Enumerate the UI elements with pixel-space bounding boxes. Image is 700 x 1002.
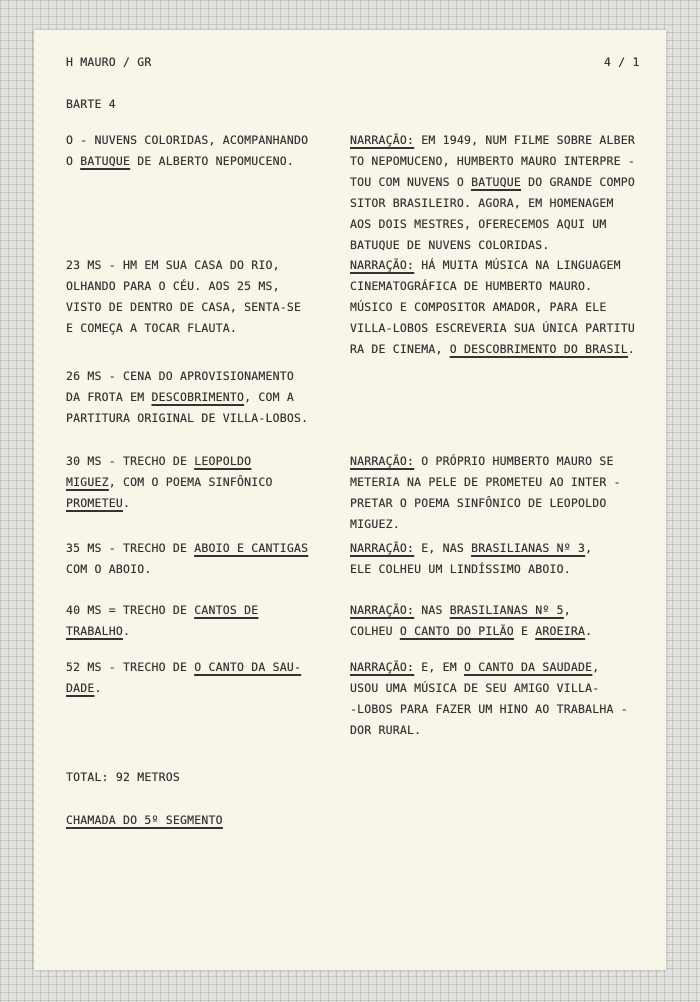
text-segment: PRETAR O POEMA SINFÔNICO DE LEOPOLDO xyxy=(350,496,607,510)
entry-4-right-line xyxy=(350,472,621,493)
text-segment: , xyxy=(592,660,600,674)
text-segment: BATUQUE DE NUVENS COLORIDAS. xyxy=(350,238,550,252)
entry-7-left-line xyxy=(66,657,301,678)
text-segment: , COM O POEMA SINFÔNICO xyxy=(108,475,273,489)
underlined-text: CANTOS DE xyxy=(194,603,259,617)
header-left: H MAURO / GR xyxy=(66,55,152,69)
text-segment: EM 1949, NUM FILME SOBRE ALBER xyxy=(414,133,635,147)
underlined-text: BRASILIANAS Nº 3 xyxy=(471,541,586,555)
text-segment: AOS DOIS MESTRES, OFERECEMOS AQUI UM xyxy=(350,217,607,231)
underlined-text: NARRAÇÃO: xyxy=(350,454,415,468)
underlined-text: PROMETEU xyxy=(66,496,123,510)
text-segment: 52 MS - TRECHO DE xyxy=(66,660,195,674)
entry-6-right-line xyxy=(350,621,592,642)
underlined-text: ABOIO E CANTIGAS xyxy=(194,541,309,555)
text-segment: 40 MS = TRECHO DE xyxy=(66,603,195,617)
text-segment: E xyxy=(513,624,536,638)
entry-2-left-line xyxy=(66,318,237,339)
text-segment: E, NAS xyxy=(414,541,472,555)
entry-7-right-line xyxy=(350,678,599,699)
underlined-text: O DESCOBRIMENTO DO BRASIL xyxy=(449,342,628,356)
underlined-text: NARRAÇÃO: xyxy=(350,258,415,272)
text-segment: DOR RURAL. xyxy=(350,723,422,737)
underlined-text: AROEIRA xyxy=(535,624,586,638)
underlined-text: MIGUEZ xyxy=(66,475,109,489)
total-line: TOTAL: 92 METROS xyxy=(66,770,180,784)
chamada-line xyxy=(66,810,223,831)
entry-1-right-line xyxy=(350,214,606,235)
underlined-text: O CANTO DA SAUDADE xyxy=(464,660,593,674)
entry-4-right-line xyxy=(350,514,400,535)
text-segment: NAS xyxy=(414,603,450,617)
entry-3-left-line xyxy=(66,408,308,429)
underlined-text: BRASILIANAS Nº 5 xyxy=(449,603,564,617)
entry-2-left-line xyxy=(66,255,280,276)
underlined-text: O CANTO DA SAU- xyxy=(194,660,302,674)
entry-6-left-line xyxy=(66,621,130,642)
text-segment: METERIA NA PELE DE PROMETEU AO INTER - xyxy=(350,475,621,489)
text-segment: TO NEPOMUCENO, HUMBERTO MAURO INTERPRE - xyxy=(350,154,635,168)
text-segment: 26 MS - CENA DO APROVISIONAMENTO xyxy=(66,369,294,383)
entry-2-left-line xyxy=(66,297,301,318)
text-segment: 35 MS - TRECHO DE xyxy=(66,541,195,555)
entry-4-right-line xyxy=(350,493,606,514)
underlined-text: NARRAÇÃO: xyxy=(350,541,415,555)
text-segment: , COM A xyxy=(244,390,294,404)
text-segment: E, EM xyxy=(414,660,464,674)
entry-1-right-line xyxy=(350,172,635,193)
entry-7-right-line xyxy=(350,699,628,720)
text-segment: , xyxy=(585,541,593,555)
text-segment: MÚSICO E COMPOSITOR AMADOR, PARA ELE xyxy=(350,300,607,314)
text-segment: O - NUVENS COLORIDAS, ACOMPANHANDO xyxy=(66,133,309,147)
text-segment: USOU UMA MÚSICA DE SEU AMIGO VILLA- xyxy=(350,681,600,695)
text-segment: 23 MS - HM EM SUA CASA DO RIO, xyxy=(66,258,280,272)
underlined-text: DESCOBRIMENTO xyxy=(151,390,245,404)
text-segment: 30 MS - TRECHO DE xyxy=(66,454,195,468)
underlined-text: BATUQUE xyxy=(471,175,521,189)
text-segment: ELE COLHEU UM LINDÍSSIMO ABOIO. xyxy=(350,562,571,576)
text-segment: O PRÓPRIO HUMBERTO MAURO SE xyxy=(414,454,614,468)
text-segment: . xyxy=(94,681,102,695)
entry-4-left-line xyxy=(66,493,130,514)
text-segment: MIGUEZ. xyxy=(350,517,400,531)
entry-2-right-line xyxy=(350,339,635,360)
entry-4-right-line xyxy=(350,451,614,472)
text-segment: VILLA-LOBOS ESCREVERIA SUA ÚNICA PARTITU xyxy=(350,321,635,335)
entry-6-right-line xyxy=(350,600,571,621)
underlined-text: O CANTO DO PILÃO xyxy=(399,624,514,638)
entry-2-right-line xyxy=(350,255,621,276)
entry-1-left-line xyxy=(66,151,294,172)
entry-3-left-line xyxy=(66,366,294,387)
text-segment: DO GRANDE COMPO xyxy=(520,175,635,189)
underlined-text: DADE xyxy=(66,681,95,695)
text-segment: . xyxy=(627,342,635,356)
text-segment: TOU COM NUVENS O xyxy=(350,175,472,189)
text-segment: SITOR BRASILEIRO. AGORA, EM HOMENAGEM xyxy=(350,196,614,210)
entry-5-left-line xyxy=(66,538,308,559)
entry-2-right-line xyxy=(350,318,635,339)
entry-3-left-line xyxy=(66,387,294,408)
text-segment: COM O ABOIO. xyxy=(66,562,152,576)
entry-7-right-line xyxy=(350,657,599,678)
text-segment: PARTITURA ORIGINAL DE VILLA-LOBOS. xyxy=(66,411,309,425)
underlined-text: LEOPOLDO xyxy=(194,454,252,468)
entry-1-left-line xyxy=(66,130,308,151)
text-segment: VISTO DE DENTRO DE CASA, SENTA-SE xyxy=(66,300,302,314)
text-segment: COLHEU xyxy=(350,624,400,638)
text-segment: . xyxy=(123,496,131,510)
entry-5-right-line xyxy=(350,559,571,580)
underlined-text: BATUQUE xyxy=(80,154,131,168)
text-segment: CINEMATOGRÁFICA DE HUMBERTO MAURO. xyxy=(350,279,593,293)
chamada-text: CHAMADA DO 5º SEGMENTO xyxy=(66,813,223,827)
entry-2-right-line xyxy=(350,276,592,297)
typewritten-page xyxy=(34,30,666,970)
text-segment: E COMEÇA A TOCAR FLAUTA. xyxy=(66,321,237,335)
underlined-text: TRABALHO xyxy=(66,624,123,638)
entry-1-right-line xyxy=(350,193,614,214)
entry-1-right-line xyxy=(350,151,635,172)
entry-7-left-line xyxy=(66,678,102,699)
entry-7-right-line xyxy=(350,720,421,741)
part-label: BARTE 4 xyxy=(66,97,116,111)
entry-1-right-line xyxy=(350,130,635,151)
entry-5-left-line xyxy=(66,559,151,580)
entry-1-right-line xyxy=(350,235,549,256)
underlined-text: NARRAÇÃO: xyxy=(350,133,415,147)
text-segment: . xyxy=(585,624,593,638)
text-segment: -LOBOS PARA FAZER UM HINO AO TRABALHA - xyxy=(350,702,628,716)
entry-4-left-line xyxy=(66,472,273,493)
underlined-text: NARRAÇÃO: xyxy=(350,660,415,674)
entry-6-left-line xyxy=(66,600,258,621)
text-segment: RA DE CINEMA, xyxy=(350,342,450,356)
entry-4-left-line xyxy=(66,451,251,472)
text-segment: DA FROTA EM xyxy=(66,390,152,404)
text-segment: . xyxy=(123,624,131,638)
text-segment: DE ALBERTO NEPOMUCENO. xyxy=(130,154,294,168)
page-number: 4 / 1 xyxy=(604,55,640,69)
text-segment: OLHANDO PARA O CÉU. AOS 25 MS, xyxy=(66,279,280,293)
text-segment: , xyxy=(563,603,571,617)
entry-5-right-line xyxy=(350,538,592,559)
text-segment: O xyxy=(66,154,81,168)
entry-2-left-line xyxy=(66,276,280,297)
entry-2-right-line xyxy=(350,297,606,318)
underlined-text: NARRAÇÃO: xyxy=(350,603,415,617)
text-segment: HÁ MUITA MÚSICA NA LINGUAGEM xyxy=(414,258,621,272)
